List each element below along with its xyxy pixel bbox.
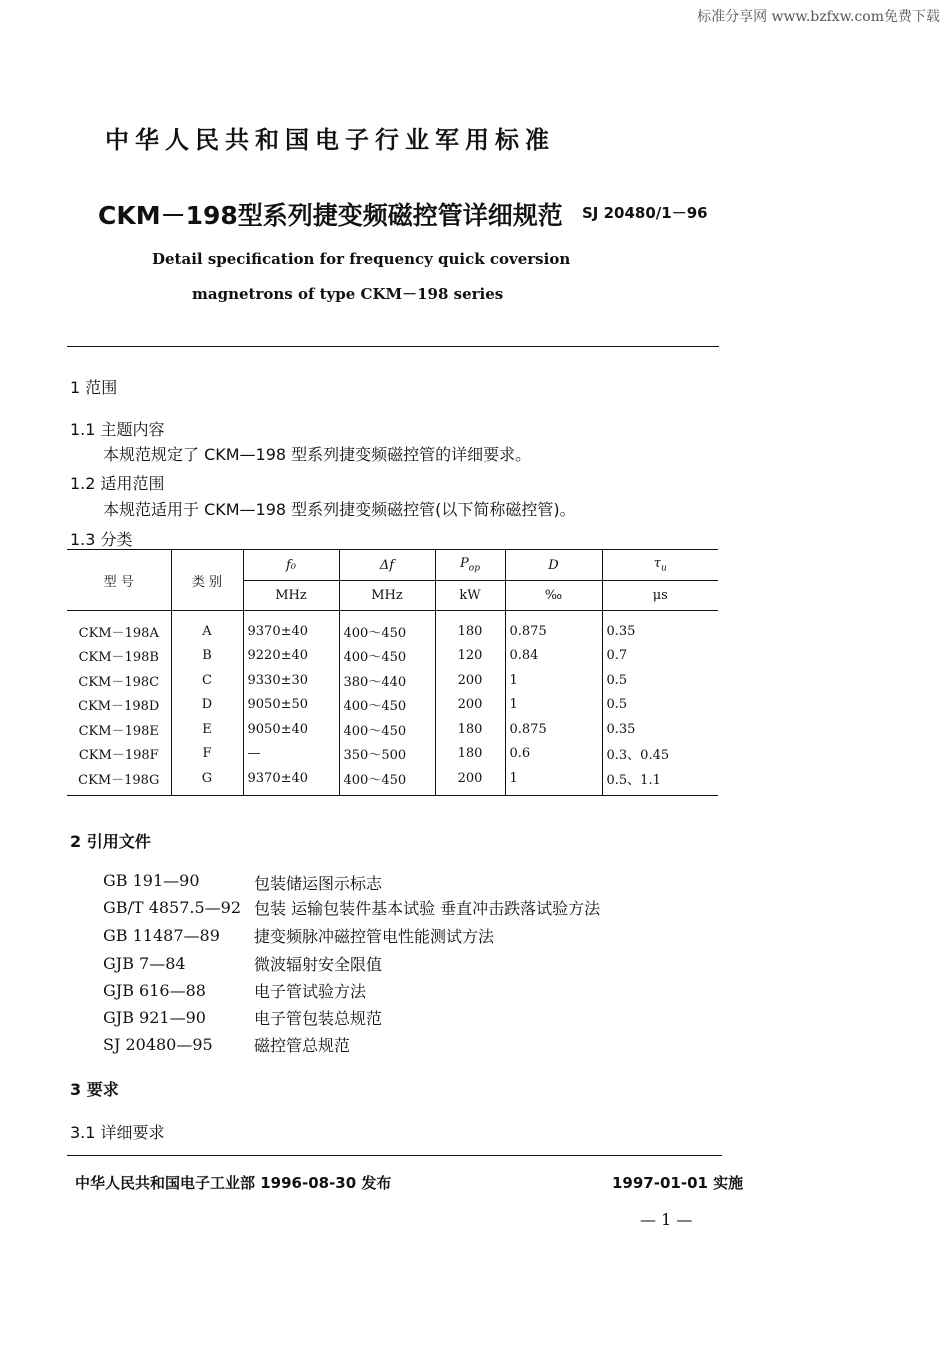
issue-date: 中华人民共和国电子工业部 1996-08-30 发布 [75, 1174, 392, 1192]
cell-model: CKM－198E [78, 723, 159, 739]
reference-name: 微波辐射安全限值 [254, 955, 383, 974]
reference-code: GJB 616—88 [103, 981, 206, 1000]
english-title-line2: magnetrons of type CKM－198 series [192, 285, 504, 303]
cell-df: 350～500 [339, 742, 435, 767]
cell-f0: 9220±40 [243, 644, 339, 669]
cell-d: 0.875 [505, 611, 602, 644]
cell-category: C [171, 668, 243, 693]
unit-pop: kW [435, 581, 505, 611]
header-tau [602, 550, 718, 581]
cell-f0: 9370±40 [243, 611, 339, 644]
cell-pop: 180 [435, 742, 505, 767]
table-row [67, 644, 718, 669]
section-1-1-heading: 1.1 主题内容 [70, 420, 165, 439]
english-title-line1: Detail specification for frequency quick coversion [152, 250, 571, 268]
reference-code: GB 11487—89 [103, 926, 220, 945]
section-1-1-text: 本规范规定了 CKM—198 型系列捷变频磁控管的详细要求。 [103, 445, 532, 464]
table-row [67, 717, 718, 742]
effective-date: 1997-01-01 实施 [612, 1174, 744, 1192]
header-category: 类 别 [171, 550, 243, 611]
cell-d: 1 [505, 693, 602, 718]
cell-df: 380～440 [339, 668, 435, 693]
watermark-text: 标准分享网 www.bzfxw.com免费下载 [697, 9, 940, 25]
section-1-2-heading: 1.2 适用范围 [70, 474, 165, 493]
cell-df: 400～450 [339, 693, 435, 718]
table-row [67, 766, 718, 795]
cell-model: CKM－198G [67, 766, 171, 795]
section-3-heading: 3 要求 [70, 1080, 119, 1099]
cell-df: 400～450 [339, 644, 435, 669]
cell-category: G [171, 766, 243, 795]
cell-tau: 0.35 [602, 717, 718, 742]
cell-tau: 0.5 [602, 668, 718, 693]
header-df: Δf [339, 550, 435, 581]
cell-d: 0.6 [505, 742, 602, 767]
cell-category: A [171, 611, 243, 644]
reference-code: GB 191—90 [103, 871, 200, 890]
reference-name: 电子管包装总规范 [254, 1009, 383, 1028]
cell-d: 0.84 [505, 644, 602, 669]
cell-pop: 200 [435, 693, 505, 718]
cell-model: CKM－198D [78, 699, 160, 715]
section-1-heading: 1 范围 [70, 378, 118, 397]
section-3-1-heading: 3.1 详细要求 [70, 1123, 165, 1142]
cell-f0: 9050±50 [243, 693, 339, 718]
reference-name: 包装储运图示标志 [254, 874, 383, 893]
cell-f0: — [243, 742, 339, 767]
cell-model: CKM－198B [78, 650, 159, 666]
cell-category: D [171, 693, 243, 718]
reference-name: 包装 运输包装件基本试验 垂直冲击跌落试验方法 [254, 899, 601, 918]
cell-model: CKM－198A [78, 625, 159, 641]
classification-table [67, 549, 718, 796]
cell-model: CKM－198F [78, 748, 159, 764]
unit-d: ‰ [505, 581, 602, 611]
cell-f0: 9330±30 [243, 668, 339, 693]
reference-name: 磁控管总规范 [254, 1036, 351, 1055]
cell-df: 400～450 [339, 766, 435, 795]
reference-name: 捷变频脉冲磁控管电性能测试方法 [254, 927, 495, 946]
cell-tau: 0.35 [602, 611, 718, 644]
header-pop [435, 550, 505, 581]
cell-pop: 200 [435, 668, 505, 693]
table-row [67, 742, 718, 767]
cell-pop: 120 [435, 644, 505, 669]
cell-model: CKM－198C [78, 674, 160, 690]
table-row [67, 668, 718, 693]
unit-df: MHz [339, 581, 435, 611]
reference-code: GJB 921—90 [103, 1008, 206, 1027]
section-1-2-text: 本规范适用于 CKM—198 型系列捷变频磁控管(以下简称磁控管)。 [103, 500, 576, 519]
cell-tau: 0.5、1.1 [602, 766, 718, 795]
cell-d: 1 [505, 668, 602, 693]
cell-df: 400～450 [339, 611, 435, 644]
cell-category: B [171, 644, 243, 669]
table-row [67, 693, 718, 718]
section-2-heading: 2 引用文件 [70, 832, 151, 851]
cell-d: 1 [505, 766, 602, 795]
document-title: CKM－198型系列捷变频磁控管详细规范 [98, 201, 563, 230]
issuing-organization: 中华人民共和国电子行业军用标准 [105, 126, 555, 154]
cell-tau: 0.3、0.45 [602, 742, 718, 767]
cell-category: F [171, 742, 243, 767]
header-tau-subscript: u [660, 563, 667, 574]
section-1-3-heading: 1.3 分类 [70, 530, 133, 549]
reference-code: GJB 7—84 [103, 954, 186, 973]
cell-pop: 180 [435, 717, 505, 742]
header-pop-subscript: op [468, 563, 480, 574]
standard-number: SJ 20480/1－96 [582, 204, 708, 222]
cell-f0: 9370±40 [243, 766, 339, 795]
cell-tau: 0.7 [602, 644, 718, 669]
reference-name: 电子管试验方法 [254, 982, 367, 1001]
cell-f0: 9050±40 [243, 717, 339, 742]
cell-d: 0.875 [505, 717, 602, 742]
cell-df: 400～450 [339, 717, 435, 742]
header-divider [67, 346, 719, 347]
header-model: 型 号 [67, 550, 171, 611]
table-row [67, 611, 718, 644]
reference-code: SJ 20480—95 [103, 1035, 213, 1054]
unit-tau: μs [602, 581, 718, 611]
unit-f0: MHz [243, 581, 339, 611]
cell-pop: 180 [435, 611, 505, 644]
reference-code: GB/T 4857.5—92 [103, 898, 242, 917]
cell-tau: 0.5 [602, 693, 718, 718]
page-number: — 1 — [640, 1210, 693, 1229]
header-pop-symbol: P [460, 556, 469, 572]
header-f0: f₀ [243, 550, 339, 581]
footer-divider [67, 1155, 722, 1156]
header-d: D [505, 550, 602, 581]
cell-category: E [171, 717, 243, 742]
cell-pop: 200 [435, 766, 505, 795]
header-tau-symbol: τ [653, 556, 661, 572]
